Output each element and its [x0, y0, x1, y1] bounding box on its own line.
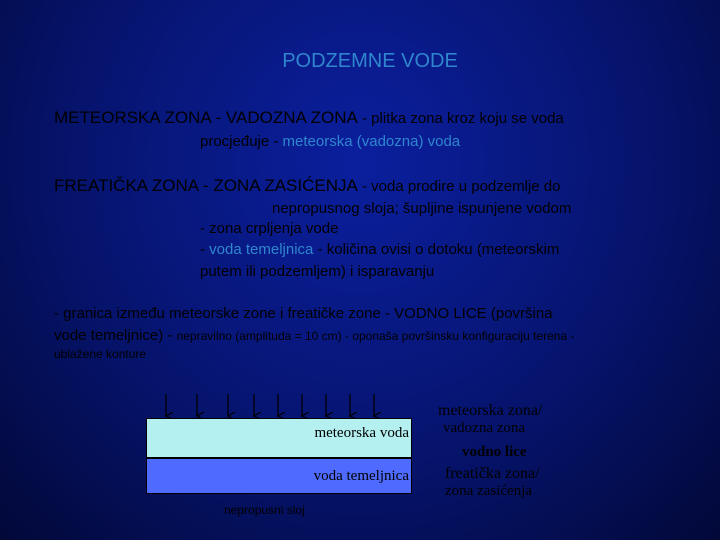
phreatic-zone-line4: [200, 241, 559, 258]
phreatic-zone-line5: putem ili podzemljem) i isparavanju: [200, 263, 435, 280]
meteoric-zone-heading: METEORSKA ZONA - VADOZNA ZONA: [54, 108, 358, 127]
right-label-water-table: vodno lice: [462, 444, 527, 460]
meteoric-zone-text2: procjeđuje -: [200, 133, 283, 150]
phreatic-zone-heading: FREATIČKA ZONA - ZONA ZASIĆENJA: [54, 176, 358, 195]
boundary-text-d: vode temeljnice) -: [54, 327, 177, 344]
boundary-text-e: nepravilno (amplituda = 10 cm) - oponaša površinsku konfiguraciju terena -: [176, 329, 575, 343]
water-table-term: VODNO LICE: [394, 305, 487, 322]
right-label-meteoric-zone: meteorska zona/: [438, 402, 543, 419]
boundary-line3: ublažene konture: [54, 347, 147, 361]
right-label-vadose-zone: vadozna zona: [443, 420, 526, 436]
groundwater-layer: [146, 458, 412, 494]
groundwater-label: voda temeljnica: [313, 468, 409, 484]
phreatic-zone-text: - voda prodire u podzemlje do: [357, 178, 561, 195]
phreatic-zone-text4: - količina ovisi o dotoku (meteorskim: [313, 241, 560, 258]
infiltration-arrows: [150, 392, 390, 420]
phreatic-zone-dash: -: [200, 241, 210, 258]
boundary-text-a: - granica između meteorske zone i freatičke zone -: [54, 305, 395, 322]
groundwater-term: voda temeljnica: [209, 241, 314, 258]
phreatic-zone-line3: - zona crpljenja vode: [200, 220, 339, 237]
meteoric-water-label: meteorska voda: [314, 425, 409, 441]
meteoric-zone-line: [54, 108, 564, 128]
meteoric-water-term: meteorska (vadozna) voda: [282, 133, 461, 150]
boundary-line2: [54, 327, 574, 345]
phreatic-zone-line: [54, 176, 560, 196]
boundary-text-c: (površina: [486, 305, 553, 322]
page-title: PODZEMNE VODE: [282, 50, 458, 72]
meteoric-zone-text: - plitka zona kroz koju se voda: [357, 110, 564, 127]
meteoric-zone-line2: [200, 133, 460, 150]
right-label-saturation-zone: zona zasićenja: [445, 483, 533, 499]
right-label-phreatic-zone: freatička zona/: [445, 465, 540, 482]
boundary-line1: [54, 305, 553, 323]
impermeable-layer-label: nepropusni sloj: [224, 503, 305, 517]
meteoric-water-layer: [146, 418, 412, 458]
phreatic-zone-line2: nepropusnog sloja; šupljine ispunjene vodom: [272, 200, 572, 217]
